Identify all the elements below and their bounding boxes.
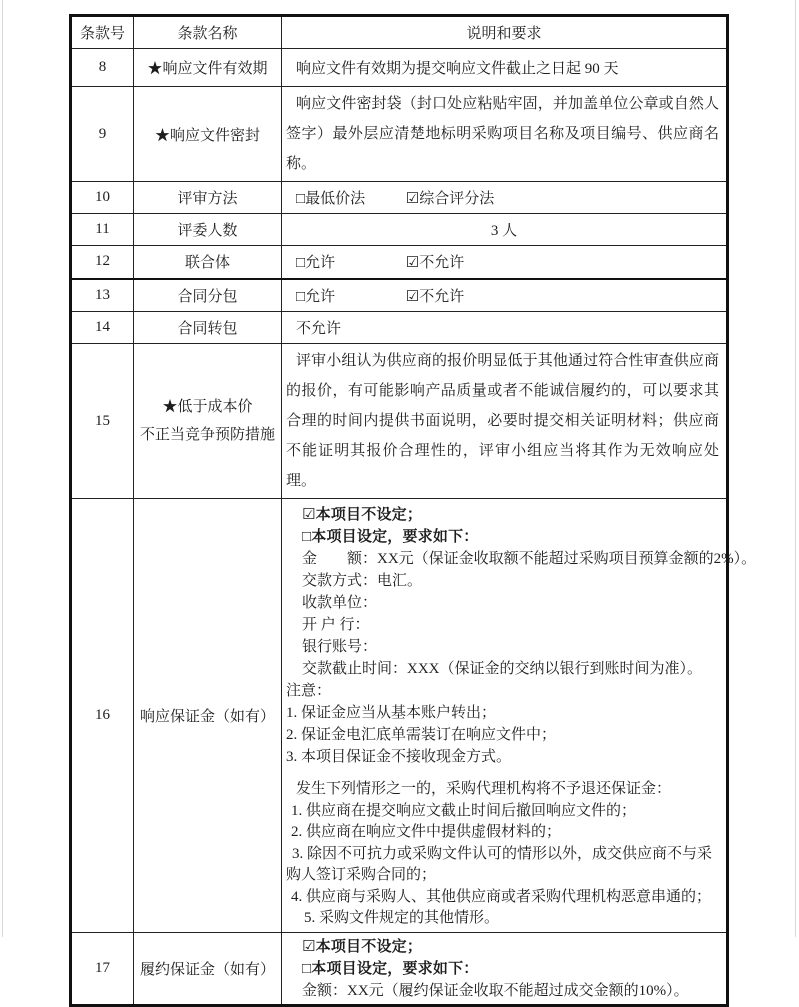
clause-name: 合同转包 bbox=[134, 312, 282, 344]
option-set-requirements: □本项目设定，要求如下： bbox=[302, 528, 479, 545]
header-clause-no: 条款号 bbox=[71, 16, 134, 49]
clause-desc: 评审小组认为供应商的报价明显低于其他通过符合性审查供应商的报价，有可能影响产品质量或者不能诚信履约的，可以要求其合理的时间内提供书面说明，必要时提交相关证明材料；供应商不能证明其报价合理性的，评审小组应当将其作为无效响应处理。 bbox=[286, 353, 719, 489]
table-row-17 bbox=[71, 932, 728, 1005]
account-line: 银行账号： bbox=[302, 639, 378, 655]
clause-desc bbox=[282, 246, 728, 279]
clause-no: 16 bbox=[71, 499, 134, 933]
table-row-14 bbox=[71, 312, 728, 344]
table-row-10 bbox=[71, 182, 728, 214]
clause-desc bbox=[282, 182, 728, 214]
forfeit-item-5: 5. 采购文件规定的其他情形。 bbox=[304, 910, 500, 926]
clause-desc: 响应文件有效期为提交响应文件截止之日起 90 天 bbox=[296, 61, 619, 77]
option-lowest-price: □最低价法 bbox=[296, 191, 366, 207]
clause-name: 联合体 bbox=[134, 246, 282, 279]
checkbox-unchecked-icon: □ bbox=[296, 191, 306, 207]
clause-name: 评审方法 bbox=[134, 182, 282, 214]
clause-no: 8 bbox=[71, 49, 134, 87]
forfeit-item-4: 4. 供应商与采购人、其他供应商或者采购代理机构恶意串通的； bbox=[291, 888, 712, 905]
clause-no: 12 bbox=[71, 246, 134, 279]
checkbox-unchecked-icon: □ bbox=[296, 288, 306, 305]
clause-name-line2: 不正当竞争预防措施 bbox=[139, 427, 275, 443]
payment-method-line: 交款方式：电汇。 bbox=[302, 573, 423, 589]
deadline-line: 交款截止时间：XXX（保证金的交纳以银行到账时间为准）。 bbox=[302, 661, 703, 677]
table-row-13 bbox=[71, 279, 728, 312]
bank-line: 开 户 行： bbox=[302, 617, 370, 633]
clause-name: ★响应文件有效期 bbox=[134, 49, 282, 87]
clause-desc: 3 人 bbox=[282, 214, 728, 246]
table-row-15 bbox=[71, 344, 728, 499]
clause-name: 履约保证金（如有） bbox=[134, 932, 282, 1005]
checkbox-checked-icon: ☑ bbox=[405, 191, 420, 207]
checkbox-checked-icon: ☑ bbox=[405, 288, 420, 305]
clause-no: 17 bbox=[71, 932, 134, 1005]
checkbox-checked-icon: ☑ bbox=[302, 506, 316, 523]
forfeit-item-3: 3. 除因不可抗力或采购文件认可的情形以外，成交供应商不与采购人签订采购合同的； bbox=[286, 845, 713, 883]
note-item-3: 3. 本项目保证金不接收现金方式。 bbox=[286, 749, 512, 765]
clause-name: ★响应文件密封 bbox=[134, 87, 282, 182]
clause-desc: 不允许 bbox=[296, 321, 342, 337]
clause-no: 11 bbox=[71, 214, 134, 246]
clause-no: 10 bbox=[71, 182, 134, 214]
header-row bbox=[71, 16, 728, 49]
checkbox-unchecked-icon: □ bbox=[296, 255, 306, 272]
clause-name bbox=[134, 344, 282, 499]
table-row-8 bbox=[71, 49, 728, 87]
option-comprehensive-scoring: ☑综合评分法 bbox=[405, 191, 495, 207]
checkbox-unchecked-icon: □ bbox=[302, 959, 312, 977]
note-title: 注意： bbox=[286, 683, 332, 699]
option-not-allowed: ☑不允许 bbox=[405, 255, 465, 272]
clauses-table bbox=[69, 14, 757, 1007]
forfeit-item-2: 2. 供应商在响应文件中提供虚假材料的； bbox=[291, 824, 562, 840]
option-not-set: ☑本项目不设定； bbox=[302, 506, 423, 523]
table-row-12 bbox=[71, 246, 728, 279]
clause-desc bbox=[282, 499, 757, 933]
table-row-16 bbox=[71, 499, 728, 933]
clause-desc: 响应文件密封袋（封口处应粘贴牢固，并加盖单位公章或自然人签字）最外层应清楚地标明采购项目名称及项目编号、供应商名称。 bbox=[286, 96, 719, 172]
clause-desc bbox=[282, 932, 728, 1005]
forfeit-item-1: 1. 供应商在提交响应文截止时间后撤回响应文件的； bbox=[291, 802, 637, 819]
forfeit-title: 发生下列情形之一的，采购代理机构将不予退还保证金： bbox=[296, 781, 672, 797]
checkbox-checked-icon: ☑ bbox=[302, 937, 316, 955]
option-not-allowed: ☑不允许 bbox=[405, 288, 465, 305]
deposit-amount-line: 金 额：XX元（保证金收取额不能超过采购项目预算金额的2%）。 bbox=[302, 551, 757, 567]
checkbox-unchecked-icon: □ bbox=[302, 528, 312, 545]
page-edge-left bbox=[2, 0, 3, 937]
option-set-requirements: □本项目设定，要求如下： bbox=[302, 959, 479, 977]
payee-line: 收款单位： bbox=[302, 595, 378, 611]
clause-desc bbox=[282, 279, 728, 312]
table-row-11 bbox=[71, 214, 728, 246]
note-item-1: 1. 保证金应当从基本账户转出； bbox=[286, 705, 497, 721]
note-item-2: 2. 保证金电汇底单需装订在响应文件中； bbox=[286, 727, 557, 743]
clause-name: 响应保证金（如有） bbox=[134, 499, 282, 933]
header-description: 说明和要求 bbox=[282, 16, 728, 49]
clause-no: 14 bbox=[71, 312, 134, 344]
table-row-9 bbox=[71, 87, 728, 182]
clause-name-line1: ★低于成本价 bbox=[162, 399, 253, 415]
clause-no: 13 bbox=[71, 279, 134, 312]
page-edge-right bbox=[795, 0, 796, 937]
clause-name: 合同分包 bbox=[134, 279, 282, 312]
option-allowed: □允许 bbox=[296, 255, 336, 272]
option-not-set: ☑本项目不设定； bbox=[302, 937, 423, 955]
clause-no: 15 bbox=[71, 344, 134, 499]
header-clause-name: 条款名称 bbox=[134, 16, 282, 49]
deposit-amount-line: 金额：XX元（履约保证金收取不能超过成交金额的10%）。 bbox=[302, 982, 689, 999]
checkbox-checked-icon: ☑ bbox=[405, 255, 420, 272]
clause-name: 评委人数 bbox=[134, 214, 282, 246]
clause-no: 9 bbox=[71, 87, 134, 182]
option-allowed: □允许 bbox=[296, 288, 336, 305]
